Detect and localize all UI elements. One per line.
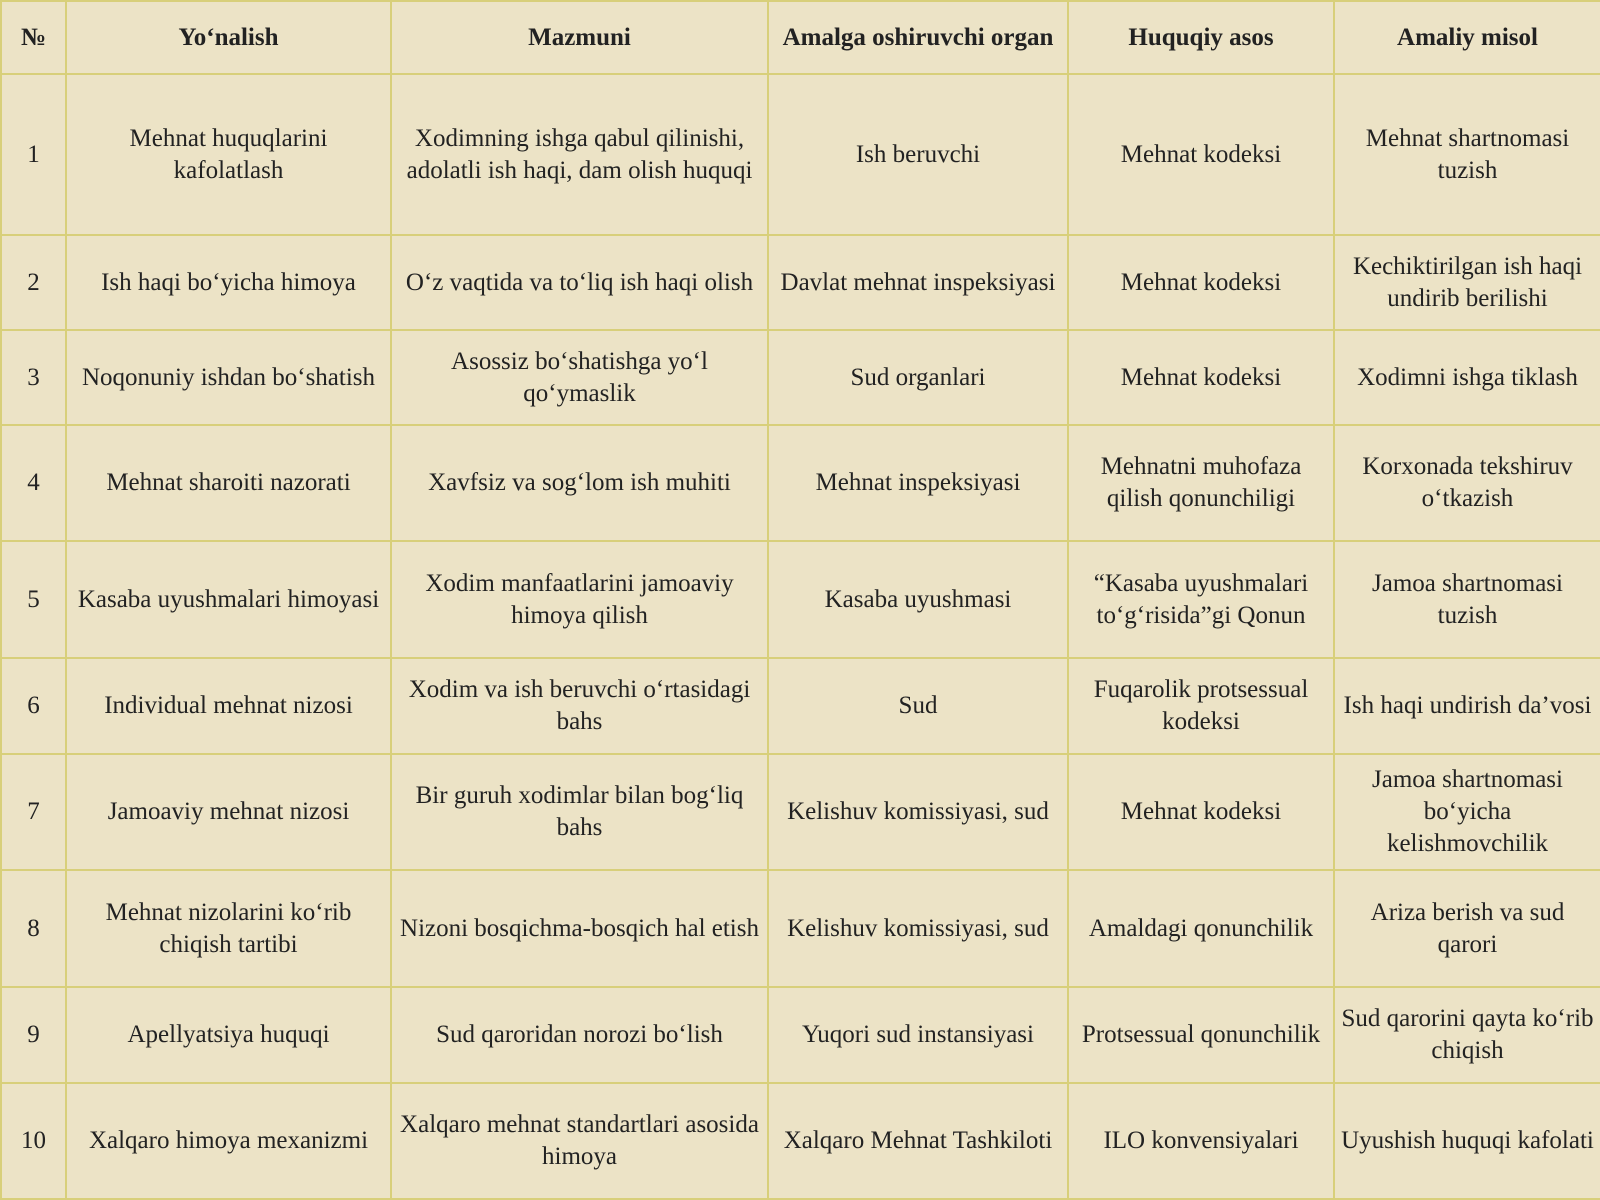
cell-content: Xavfsiz va sog‘lom ish muhiti (391, 425, 768, 541)
table-header (1, 1, 1600, 74)
cell-number: 4 (1, 425, 66, 541)
cell-practical-example: Kechiktirilgan ish haqi undirib berilishi (1334, 235, 1600, 330)
cell-practical-example: Ish haqi undirish da’vosi (1334, 658, 1600, 754)
cell-number: 8 (1, 870, 66, 987)
cell-implementing-body: Ish beruvchi (768, 74, 1068, 235)
cell-implementing-body: Davlat mehnat inspeksiyasi (768, 235, 1068, 330)
cell-legal-basis: “Kasaba uyushmalari to‘g‘risida”gi Qonun (1068, 541, 1334, 658)
cell-content: Bir guruh xodimlar bilan bog‘liq bahs (391, 754, 768, 870)
header-content: Mazmuni (391, 1, 768, 74)
cell-content: Xodim manfaatlarini jamoaviy himoya qilish (391, 541, 768, 658)
cell-direction: Kasaba uyushmalari himoyasi (66, 541, 391, 658)
cell-practical-example: Korxonada tekshiruv o‘tkazish (1334, 425, 1600, 541)
cell-implementing-body: Kelishuv komissiyasi, sud (768, 870, 1068, 987)
cell-legal-basis: Mehnat kodeksi (1068, 330, 1334, 425)
cell-direction: Noqonuniy ishdan bo‘shatish (66, 330, 391, 425)
header-practical-example: Amaliy misol (1334, 1, 1600, 74)
cell-direction: Mehnat sharoiti nazorati (66, 425, 391, 541)
cell-legal-basis: Protsessual qonunchilik (1068, 987, 1334, 1083)
cell-content: Xodim va ish beruvchi o‘rtasidagi bahs (391, 658, 768, 754)
cell-direction: Mehnat nizolarini ko‘rib chiqish tartibi (66, 870, 391, 987)
cell-legal-basis: Fuqarolik protsessual kodeksi (1068, 658, 1334, 754)
cell-legal-basis: Mehnat kodeksi (1068, 754, 1334, 870)
cell-number: 7 (1, 754, 66, 870)
cell-number: 6 (1, 658, 66, 754)
table-row (1, 425, 1600, 541)
cell-content: Sud qaroridan norozi bo‘lish (391, 987, 768, 1083)
cell-implementing-body: Xalqaro Mehnat Tashkiloti (768, 1083, 1068, 1199)
cell-practical-example: Xodimni ishga tiklash (1334, 330, 1600, 425)
cell-direction: Xalqaro himoya mexanizmi (66, 1083, 391, 1199)
table-row (1, 1083, 1600, 1199)
cell-content: Xodimning ishga qabul qilinishi, adolatli ish haqi, dam olish huquqi (391, 74, 768, 235)
cell-direction: Mehnat huquqlarini kafolatlash (66, 74, 391, 235)
cell-implementing-body: Sud organlari (768, 330, 1068, 425)
cell-implementing-body: Sud (768, 658, 1068, 754)
cell-practical-example: Ariza berish va sud qarori (1334, 870, 1600, 987)
cell-number: 10 (1, 1083, 66, 1199)
cell-implementing-body: Mehnat inspeksiyasi (768, 425, 1068, 541)
cell-implementing-body: Kasaba uyushmasi (768, 541, 1068, 658)
cell-content: Xalqaro mehnat standartlari asosida himoya (391, 1083, 768, 1199)
table-row (1, 870, 1600, 987)
table-row (1, 74, 1600, 235)
cell-legal-basis: Mehnat kodeksi (1068, 74, 1334, 235)
cell-number: 9 (1, 987, 66, 1083)
cell-legal-basis: Mehnatni muhofaza qilish qonunchiligi (1068, 425, 1334, 541)
cell-number: 3 (1, 330, 66, 425)
header-implementing-body: Amalga oshiruvchi organ (768, 1, 1068, 74)
cell-number: 2 (1, 235, 66, 330)
cell-legal-basis: Amaldagi qonunchilik (1068, 870, 1334, 987)
table-row (1, 330, 1600, 425)
cell-implementing-body: Yuqori sud instansiyasi (768, 987, 1068, 1083)
cell-direction: Individual mehnat nizosi (66, 658, 391, 754)
cell-legal-basis: Mehnat kodeksi (1068, 235, 1334, 330)
cell-number: 5 (1, 541, 66, 658)
cell-direction: Ish haqi bo‘yicha himoya (66, 235, 391, 330)
cell-content: O‘z vaqtida va to‘liq ish haqi olish (391, 235, 768, 330)
header-legal-basis: Huquqiy asos (1068, 1, 1334, 74)
header-number: № (1, 1, 66, 74)
cell-practical-example: Uyushish huquqi kafolati (1334, 1083, 1600, 1199)
cell-content: Asossiz bo‘shatishga yo‘l qo‘ymaslik (391, 330, 768, 425)
table-row (1, 658, 1600, 754)
table-row (1, 987, 1600, 1083)
header-direction: Yo‘nalish (66, 1, 391, 74)
cell-direction: Apellyatsiya huquqi (66, 987, 391, 1083)
cell-content: Nizoni bosqichma-bosqich hal etish (391, 870, 768, 987)
cell-direction: Jamoaviy mehnat nizosi (66, 754, 391, 870)
table-body (1, 74, 1600, 1199)
header-row (1, 1, 1600, 74)
cell-practical-example: Jamoa shartnomasi bo‘yicha kelishmovchilik (1334, 754, 1600, 870)
cell-number: 1 (1, 74, 66, 235)
table-row (1, 235, 1600, 330)
cell-practical-example: Mehnat shartnomasi tuzish (1334, 74, 1600, 235)
cell-practical-example: Jamoa shartnomasi tuzish (1334, 541, 1600, 658)
cell-legal-basis: ILO konvensiyalari (1068, 1083, 1334, 1199)
cell-implementing-body: Kelishuv komissiyasi, sud (768, 754, 1068, 870)
cell-practical-example: Sud qarorini qayta ko‘rib chiqish (1334, 987, 1600, 1083)
table-row (1, 541, 1600, 658)
table-row (1, 754, 1600, 870)
